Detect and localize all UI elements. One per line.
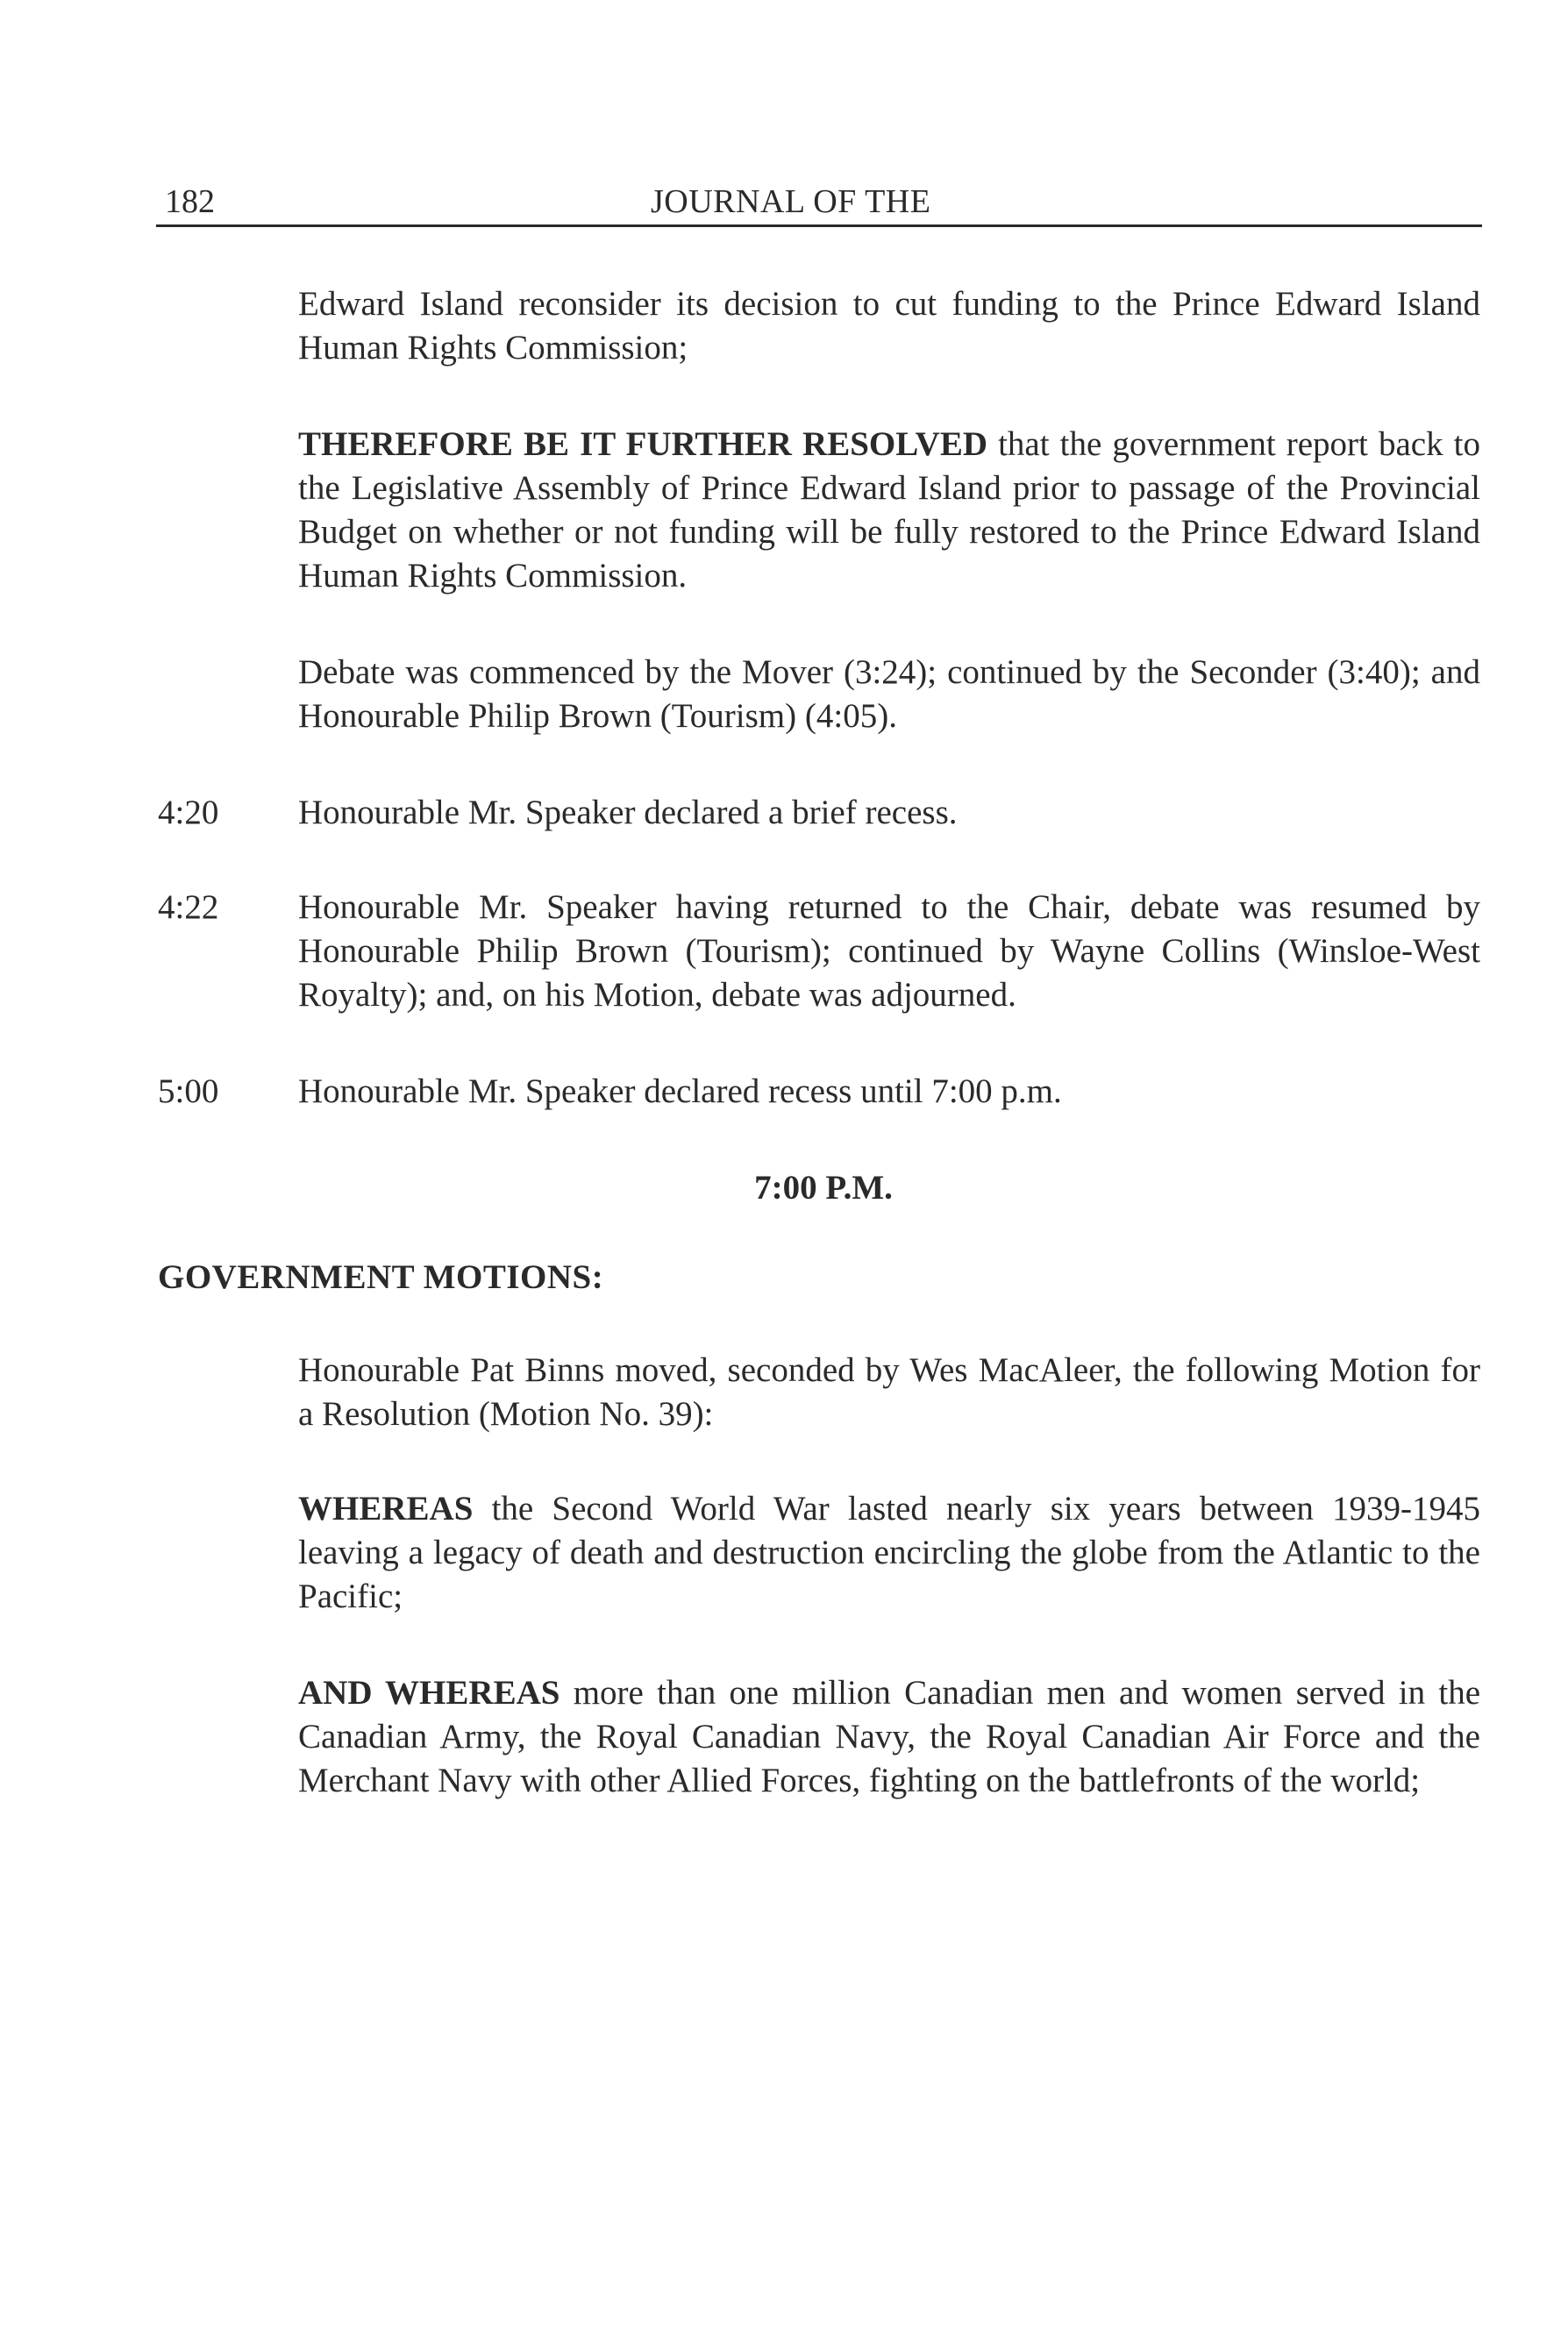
paragraph-text: more than one million Canadian men and women served in the Canadian Army, the Royal Canadian Navy, the Royal Canadian Air Force and the Merchant Navy with other Allied Forces, fighting on the battlefronts of the world; bbox=[298, 1674, 1481, 1799]
section-heading: GOVERNMENT MOTIONS: bbox=[158, 1258, 604, 1296]
paragraph-text: Debate was commenced by the Mover (3:24); continued by the Seconder (3:40); and Honourable Philip Brown (Tourism) (4:05). bbox=[298, 653, 1480, 735]
paragraph-debate bbox=[298, 651, 1480, 738]
bold-lead: AND WHEREAS bbox=[298, 1674, 560, 1712]
paragraph-further-resolved bbox=[298, 423, 1480, 598]
header-rule bbox=[156, 224, 1482, 227]
paragraph-text: Edward Island reconsider its decision to cut funding to the Prince Edward Island Human Rights Commission; bbox=[298, 285, 1480, 367]
bold-lead: THEREFORE BE IT FURTHER RESOLVED bbox=[298, 425, 988, 463]
time-label: 4:22 bbox=[158, 888, 219, 926]
paragraph-text: that the government report back to the Legislative Assembly of Prince Edward Island prior to passage of the Provincial Budget on whether or not funding will be fully restored to the Prince Edward Island Human Rights Commission. bbox=[298, 425, 1481, 595]
paragraph-motion-intro bbox=[298, 1349, 1480, 1436]
entry-text: Honourable Mr. Speaker declared a brief recess. bbox=[298, 794, 958, 831]
running-title: JOURNAL OF THE bbox=[651, 183, 931, 220]
paragraph-text: Honourable Pat Binns moved, seconded by Wes MacAleer, the following Motion for a Resolution (Motion No. 39): bbox=[298, 1351, 1480, 1433]
paragraph-text: the Second World War lasted nearly six years between 1939-1945 leaving a legacy of death and destruction encircling the globe from the Atlantic to the Pacific; bbox=[298, 1490, 1480, 1615]
session-heading: 7:00 P.M. bbox=[754, 1169, 893, 1207]
time-label: 4:20 bbox=[158, 794, 219, 831]
paragraph-and-whereas bbox=[298, 1671, 1480, 1803]
page-header bbox=[156, 181, 1482, 228]
time-label: 5:00 bbox=[158, 1072, 219, 1110]
entry-text: Honourable Mr. Speaker declared recess until 7:00 p.m. bbox=[298, 1072, 1062, 1110]
paragraph-resolution-end bbox=[298, 282, 1480, 370]
paragraph-whereas bbox=[298, 1487, 1480, 1619]
page-number: 182 bbox=[165, 183, 215, 220]
bold-lead: WHEREAS bbox=[298, 1490, 474, 1528]
entry-text: Honourable Mr. Speaker having returned to the Chair, debate was resumed by Honourable Philip Brown (Tourism); continued by Wayne Collins (Winsloe-West Royalty); and, on his Motion, debate was adjourned. bbox=[298, 888, 1480, 1014]
